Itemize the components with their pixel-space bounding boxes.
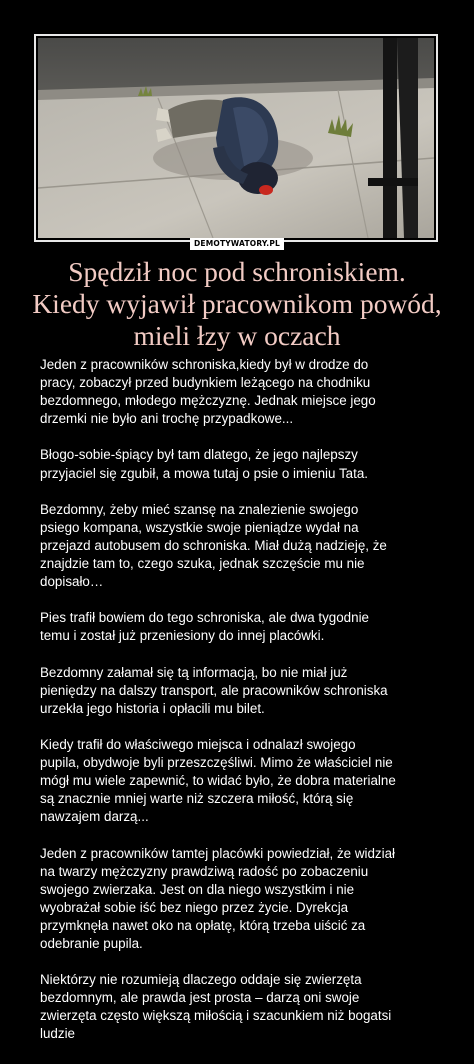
article-body: [40, 356, 436, 1062]
article-paragraph: Kiedy trafił do właściwego miejsca i odnalazł swojego pupila, obydwoje byli przeszczęśliwi. Mimo że właściciel nie mógł mu wiele zapewnić, to widać było, że dobra materialne są znacznie mniej warte niż szczera miłość, którą się nawzajem darzą...: [40, 736, 396, 825]
article-paragraph: Niektórzy nie rozumieją dlaczego oddaje się zwierzęta bezdomnym, ale prawda jest prosta – darzą oni swoje zwierzęta często większą miłością i szacunkiem niż bogatsi ludzie: [40, 972, 392, 1042]
title-line: Spędził noc pod schroniskiem.: [68, 256, 406, 287]
photo-man-sleeping-on-sidewalk: [38, 38, 434, 238]
article-paragraph: Jeden z pracowników tamtej placówki powiedział, że widział na twarzy mężczyzny prawdziwą radość po zobaczeniu swojego zwierzaka. Jest on dla niego wszystkim i nie wyobrażał sobie iść bez niego przez życie. Dyrekcja przymknęła nawet oko na opłatę, którą trzeba uiścić za odebranie pupila.: [40, 845, 396, 951]
title-line: mieli łzy w oczach: [133, 320, 341, 351]
article-paragraph: Błogo-sobie-śpiący był tam dlatego, że jego najlepszy przyjaciel się zgubił, a mowa tutaj o psie o imieniu Tata.: [40, 447, 368, 481]
demotivator-image-frame: [34, 34, 438, 242]
article-paragraph: Jeden z pracowników schroniska,kiedy był w drodze do pracy, zobaczył przed budynkiem leżącego na chodniku bezdomnego, młodego mężczyznę. Jednak miejsce jego drzemki nie było ani trochę przypadkowe...: [40, 357, 376, 427]
article-paragraph: Pies trafił bowiem do tego schroniska, ale dwa tygodnie temu i został już przeniesiony do innej placówki.: [40, 610, 369, 644]
article-paragraph: Bezdomny załamał się tą informacją, bo nie miał już pieniędzy na dalszy transport, ale pracowników schroniska urzekła jego historia i opłacili mu bilet.: [40, 664, 388, 716]
title-line: Kiedy wyjawił pracownikom powód,: [32, 288, 442, 319]
article-paragraph: Bezdomny, żeby mieć szansę na znalezienie swojego psiego kompana, wszystkie swoje pieniądze wydał na przejazd autobusem do schroniska. Miał dużą nadzieję, że znajdzie tam to, czego szuka, jednak szczęście mu nie dopisało…: [40, 501, 387, 590]
photo-illustration: [38, 38, 434, 238]
page-title: [10, 256, 464, 352]
demotywatory-watermark: DEMOTYWATORY.PL: [190, 238, 284, 250]
